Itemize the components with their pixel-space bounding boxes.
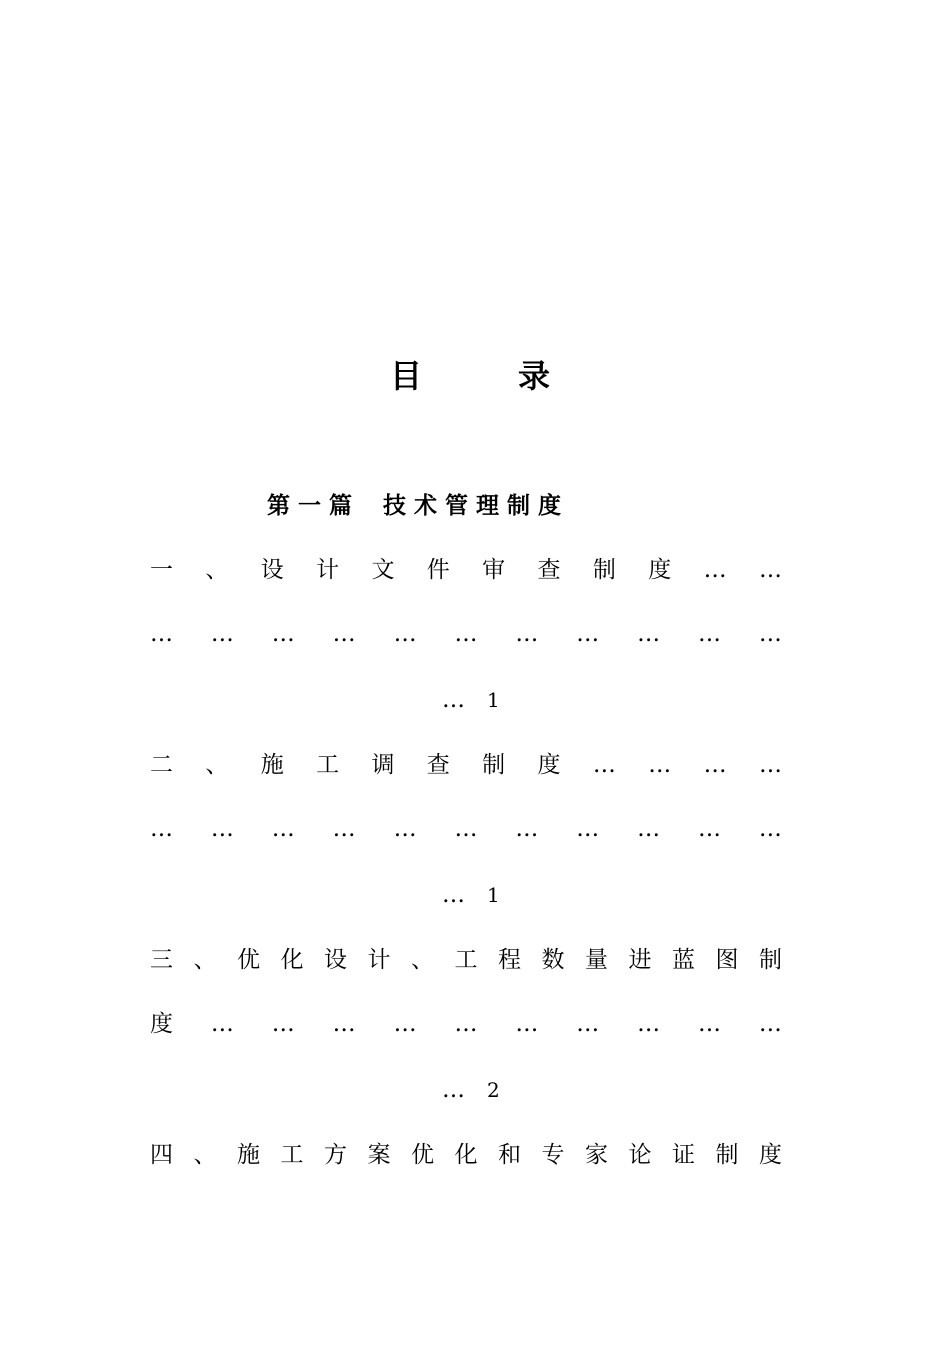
toc-glyph: …	[454, 621, 478, 647]
toc-glyph: …	[393, 1011, 417, 1037]
toc-glyph: …	[698, 621, 722, 647]
toc-glyph: …	[592, 752, 616, 778]
toc-glyph: 、	[193, 947, 217, 973]
toc-glyph: …	[515, 1011, 539, 1037]
toc-glyph: …	[703, 752, 727, 778]
toc-glyph: …	[210, 621, 234, 647]
toc-entry-3-page-prefix: …	[442, 1077, 465, 1103]
toc-glyph: 一	[150, 557, 173, 583]
toc-glyph: …	[210, 816, 234, 842]
toc-glyph: …	[271, 621, 295, 647]
toc-glyph: 方	[324, 1142, 347, 1168]
toc-glyph: 案	[367, 1142, 391, 1168]
toc-glyph: 制	[715, 1142, 739, 1168]
toc-glyph: 、	[193, 1142, 217, 1168]
toc-glyph: …	[637, 816, 661, 842]
toc-entry-2-page-prefix: …	[442, 882, 465, 908]
toc-entry-3-page[interactable]	[442, 1070, 522, 1110]
toc-entry-1-page-number: 1	[487, 688, 500, 712]
toc-glyph: 四	[150, 1142, 173, 1168]
toc-glyph: 化	[280, 947, 304, 973]
toc-glyph: 、	[411, 947, 434, 973]
toc-glyph: 调	[371, 752, 395, 778]
toc-glyph: …	[271, 1011, 295, 1037]
toc-glyph: 工	[316, 752, 340, 778]
toc-glyph: …	[271, 816, 295, 842]
toc-glyph: 文	[371, 557, 395, 583]
toc-entry-3-line-2[interactable]	[150, 1004, 782, 1044]
toc-glyph: 、	[205, 557, 229, 583]
toc-entry-2-line-1[interactable]	[150, 745, 782, 785]
toc-title	[0, 352, 950, 400]
toc-glyph: 件	[426, 557, 450, 583]
toc-glyph: …	[703, 557, 727, 583]
toc-glyph: 论	[628, 1142, 652, 1168]
toc-glyph: 工	[280, 1142, 304, 1168]
toc-glyph: …	[648, 752, 672, 778]
toc-glyph: …	[637, 621, 661, 647]
toc-glyph: …	[758, 816, 782, 842]
toc-glyph: 程	[498, 947, 521, 973]
toc-glyph: 优	[411, 1142, 434, 1168]
toc-glyph: 度	[759, 1142, 782, 1168]
toc-title-char-1: 目	[390, 357, 423, 395]
toc-glyph: 度	[648, 557, 672, 583]
toc-glyph: …	[758, 621, 782, 647]
toc-glyph: 制	[759, 947, 782, 973]
toc-glyph: 化	[454, 1142, 478, 1168]
toc-glyph: 图	[715, 947, 739, 973]
toc-glyph: 查	[426, 752, 450, 778]
toc-glyph: 家	[585, 1142, 608, 1168]
toc-glyph: …	[332, 1011, 356, 1037]
toc-glyph: …	[454, 816, 478, 842]
toc-entry-3-page-number: 2	[487, 1078, 500, 1102]
toc-glyph: …	[758, 752, 782, 778]
toc-entry-1-page-prefix: …	[442, 687, 465, 713]
toc-glyph: …	[210, 1011, 234, 1037]
toc-glyph: …	[576, 621, 600, 647]
toc-glyph: …	[454, 1011, 478, 1037]
toc-entry-2-page[interactable]	[442, 875, 522, 915]
toc-glyph: 施	[237, 1142, 260, 1168]
toc-glyph: 制	[482, 752, 506, 778]
toc-glyph: …	[698, 1011, 722, 1037]
toc-entry-2-line-2[interactable]	[150, 809, 782, 849]
toc-glyph: 计	[367, 947, 391, 973]
toc-glyph: …	[698, 816, 722, 842]
toc-glyph: 蓝	[672, 947, 695, 973]
toc-glyph: 工	[454, 947, 478, 973]
toc-glyph: …	[332, 621, 356, 647]
toc-glyph: …	[576, 1011, 600, 1037]
toc-glyph: …	[150, 816, 173, 842]
toc-entry-1-page[interactable]	[442, 680, 522, 720]
toc-glyph: …	[758, 557, 782, 583]
toc-glyph: 计	[316, 557, 340, 583]
part-heading: 第 一 篇 技 术 管 理 制 度	[267, 492, 562, 519]
toc-glyph: 三	[150, 947, 173, 973]
toc-glyph: 施	[260, 752, 284, 778]
toc-entry-2-page-number: 1	[487, 883, 500, 907]
toc-glyph: …	[393, 816, 417, 842]
toc-glyph: 二	[150, 752, 173, 778]
toc-glyph: 进	[628, 947, 652, 973]
toc-glyph: 审	[482, 557, 506, 583]
toc-entry-3-line-1[interactable]	[150, 940, 782, 980]
toc-glyph: 查	[537, 557, 561, 583]
toc-glyph: …	[515, 621, 539, 647]
toc-title-char-2: 录	[518, 357, 551, 395]
toc-glyph: …	[576, 816, 600, 842]
toc-glyph: 度	[537, 752, 561, 778]
toc-glyph: …	[637, 1011, 661, 1037]
toc-entry-1-line-2[interactable]	[150, 614, 782, 654]
toc-glyph: 设	[324, 947, 347, 973]
toc-glyph: 和	[498, 1142, 521, 1168]
toc-entry-1-line-1[interactable]	[150, 550, 782, 590]
toc-glyph: 数	[541, 947, 565, 973]
toc-glyph: …	[515, 816, 539, 842]
toc-entry-4-line-1[interactable]	[150, 1135, 782, 1175]
toc-glyph: …	[150, 621, 173, 647]
toc-glyph: 、	[205, 752, 229, 778]
toc-glyph: 专	[541, 1142, 565, 1168]
toc-glyph: 制	[592, 557, 616, 583]
toc-glyph: 设	[260, 557, 284, 583]
toc-glyph: …	[758, 1011, 782, 1037]
toc-glyph: 量	[585, 947, 608, 973]
toc-glyph: 度	[150, 1011, 173, 1037]
toc-glyph: 证	[672, 1142, 695, 1168]
toc-glyph: …	[393, 621, 417, 647]
toc-glyph: …	[332, 816, 356, 842]
toc-glyph: 优	[237, 947, 260, 973]
